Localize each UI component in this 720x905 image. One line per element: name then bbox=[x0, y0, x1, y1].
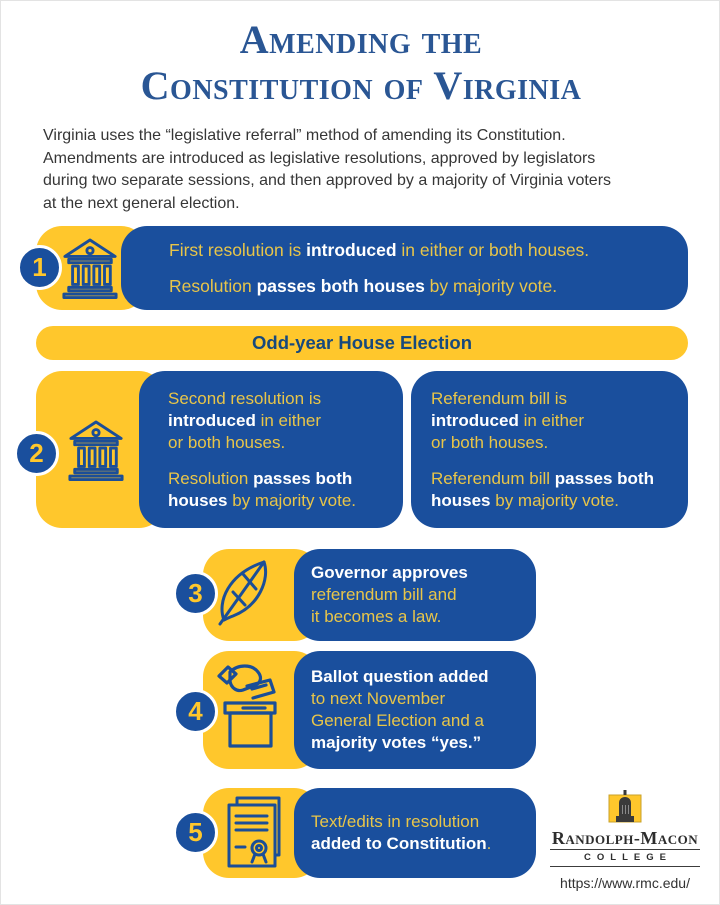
odd-year-election-banner bbox=[36, 326, 688, 360]
step-line: Ballot question added bbox=[311, 667, 489, 686]
step-line: majority votes “yes.” bbox=[311, 733, 482, 752]
step-1-panel bbox=[36, 226, 688, 310]
step-line: Resolution passes both houses by majority vote. bbox=[169, 276, 558, 296]
step-1-text bbox=[169, 226, 680, 310]
step-line: Second resolution is bbox=[168, 388, 322, 408]
step-line: or both houses. bbox=[168, 432, 286, 452]
page-title-line2: Constitution of Virginia bbox=[140, 63, 582, 108]
step-line: introduced in either bbox=[168, 410, 322, 430]
step-number-badge-5: 5 bbox=[173, 810, 218, 855]
step-line: Resolution passes both bbox=[168, 468, 353, 488]
randolph-macon-logo bbox=[543, 789, 707, 891]
step-line: Referendum bill passes both bbox=[431, 468, 654, 488]
step-number-badge-3: 3 bbox=[173, 571, 218, 616]
step-line: Governor approves bbox=[311, 563, 468, 582]
page-title bbox=[1, 17, 720, 109]
odd-year-election-label: Odd-year House Election bbox=[252, 332, 472, 353]
step-2-panel bbox=[36, 371, 688, 528]
capitol-icon bbox=[67, 419, 125, 483]
intro-line: during two separate sessions, and then approved by a majority of Virginia voters bbox=[43, 172, 612, 189]
step-line: introduced in either bbox=[431, 410, 585, 430]
step-number-badge-2: 2 bbox=[14, 431, 59, 476]
intro-line: Amendments are introduced as legislative resolutions, approved by legislators bbox=[43, 149, 596, 167]
intro-line: Virginia uses the “legislative referral” method of amending its Constitution. bbox=[43, 127, 566, 144]
step-line: General Election and a bbox=[311, 711, 484, 730]
step-line: it becomes a law. bbox=[311, 607, 442, 626]
college-word: COLLEGE bbox=[550, 849, 700, 867]
step-number-badge-1: 1 bbox=[17, 245, 62, 290]
step-line: houses by majority vote. bbox=[431, 490, 620, 510]
step-2-right-panel bbox=[411, 371, 688, 528]
step-line: Text/edits in resolution bbox=[311, 812, 480, 831]
capitol-icon bbox=[61, 237, 119, 301]
step-2-left-text bbox=[168, 371, 397, 528]
ballot-box-icon bbox=[213, 661, 287, 751]
step-5-text bbox=[311, 788, 530, 878]
step-line: or both houses. bbox=[431, 432, 549, 452]
intro-paragraph bbox=[43, 125, 693, 215]
step-3-text bbox=[311, 549, 530, 641]
step-line: referendum bill and bbox=[311, 585, 457, 604]
step-line: added to Constitution. bbox=[311, 834, 492, 853]
page-title-line1: Amending the bbox=[239, 17, 483, 62]
step-line: Referendum bill is bbox=[431, 388, 568, 408]
certificate-icon bbox=[225, 795, 283, 869]
step-line: to next November bbox=[311, 689, 446, 708]
step-4-text bbox=[311, 651, 530, 769]
college-url-link[interactable]: https://www.rmc.edu/ bbox=[560, 875, 690, 891]
intro-line: at the next general election. bbox=[43, 194, 240, 212]
institution-name: Randolph-Macon bbox=[551, 828, 699, 848]
step-number-badge-4: 4 bbox=[173, 689, 218, 734]
bell-tower-icon bbox=[608, 789, 642, 823]
step-2-right-text bbox=[431, 371, 682, 528]
step-line: houses by majority vote. bbox=[168, 490, 357, 510]
quill-icon bbox=[211, 557, 281, 629]
step-line: First resolution is introduced in either or both houses. bbox=[169, 240, 590, 260]
